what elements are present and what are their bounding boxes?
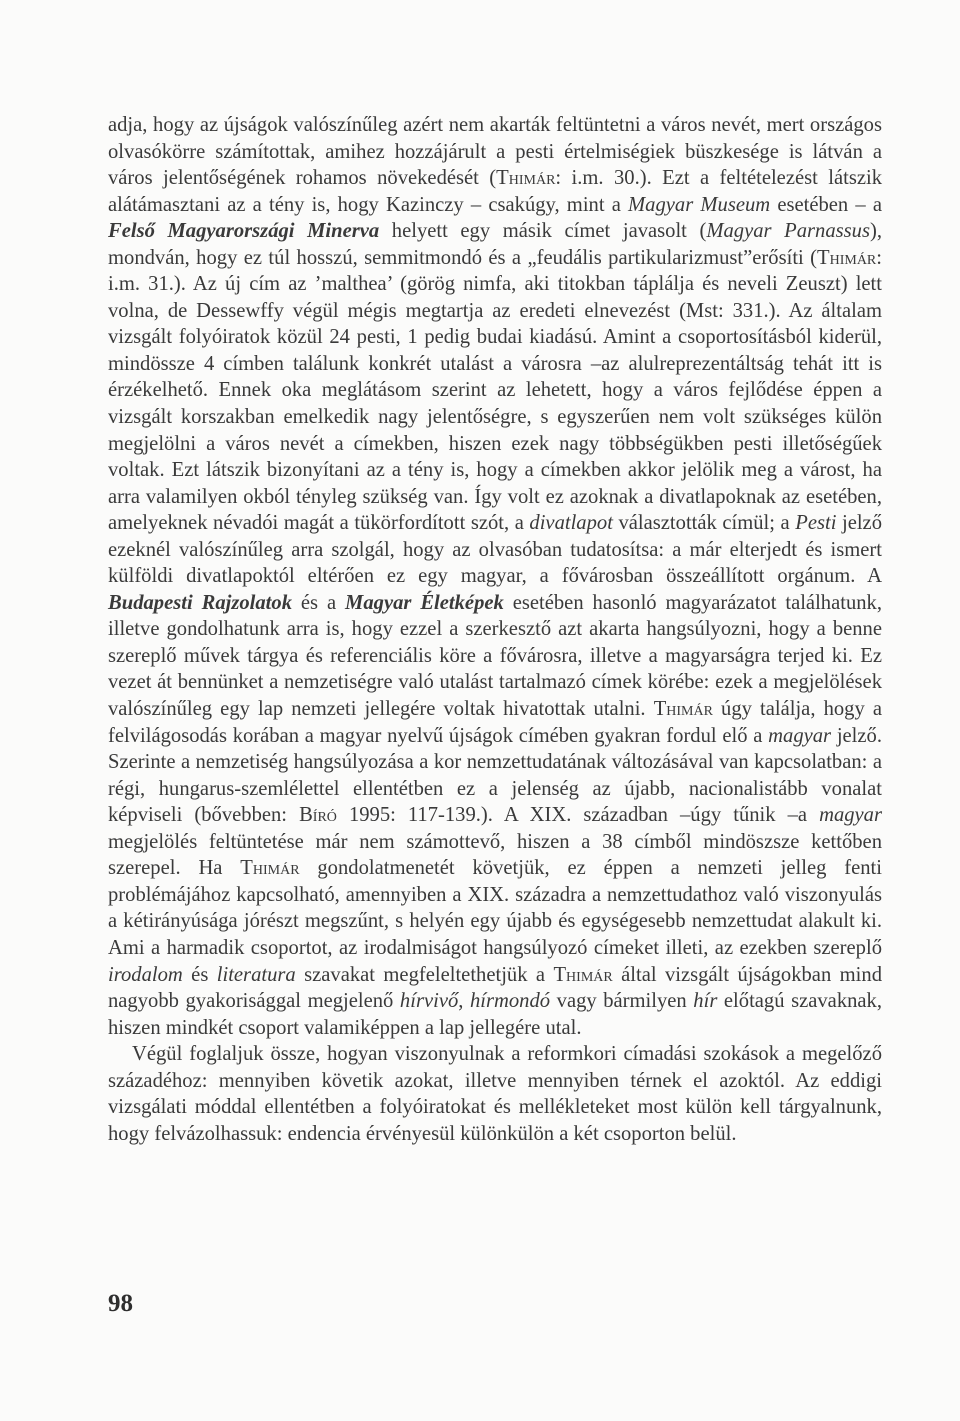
text-run: : i.m. 31.). Az új cím az ’malthea’ (görög nimfa, aki titokban táplálja és neveli Zeuszt) lett volna, de Dessewffy végül mégis megtartja az eredeti elnevezést (Mst: 331.). Az általam vizsgált folyóiratok közül 24 pesti, 1 pedig budai kiadású. Amint a csoportosításból kiderül, mindössze 4 címben találunk konkrét utalást a városra –az alulreprezentáltság tehát itt is érzékelhető. Ennek oka meglátásom szerint az lehetett, hogy a város fejlődése éppen a vizsgált korszakban emelkedik nagy jelentőségre, s egyszerűen nem volt szükséges külön megjelölni a város nevét a címekben, hiszen ezek nagy többségükben pesti illetőségűek voltak. Ezt látszik bizonyítani az a tény is, hogy a címekben akkor jelölik meg a várost, ha arra valamilyen okból tényleg szükség van. Így volt ez azoknak a divatlapoknak az esetében, amelyeknek névadói magát a tükörfordított szót, a [108,246,882,535]
paragraph [108,1041,882,1147]
text-run: : i.m. 30.). Ezt a feltételezést látszik alátámasztani az a tény is, hogy Kazinczy – csakúgy, mint a [108,167,882,216]
text-run: úgy találja, hogy a felvilágosodás korában a magyar nyelvű újságok címében gyakran fordul elő a [108,698,882,747]
text-run: , [458,990,470,1013]
author-name: Thimár [496,167,556,190]
italic-title: magyar [819,804,882,827]
text-run: által vizsgált újságokban mind nagyobb gyakorisággal megjelenő [108,963,882,1013]
bold-italic-title: Magyar Életképek [345,591,504,614]
author-name: Thimár [553,963,613,986]
text-run: adja, hogy az újságok valószínűleg azért nem akarták feltüntetni a város nevét, mert országos olvasókörre számítottak, amihez hozzájárult a pesti értelmiségiek büszkesége is látván a város jelentőségének rohamos növekedését ( [108,114,882,190]
text-run: jelző. Szerinte a nemzetiség hangsúlyozása a kor nemzettudatának változásával van kapcsolatban: a régi, hungarus-szemlélettel ellentétben ez a jelenség az újabb, nacionalistább vonalat képviseli (bővebben: [108,724,882,827]
text-run: 1995: 117-139.). A XIX. században –úgy tűnik –a [336,804,820,827]
text-run: vagy bármilyen [550,990,694,1013]
paragraph [108,112,882,1041]
italic-title: hír [693,990,718,1013]
author-name: Thimár [240,857,300,880]
italic-title: magyar [768,724,832,747]
bold-italic-title: Felső Magyarországi Minerva [108,220,380,243]
text-run: helyett egy másik címet javasolt ( [379,220,707,243]
italic-title: hírvivő [399,990,459,1013]
text-run: gondolatmenetét követjük, ez éppen a nemzeti jelleg fenti problémájához kapcsolható, amennyiben a XIX. századra a nemzettudathoz való viszonyulás a kétirányúsága jórészt megszűnt, s helyén egy újabb és egységesebb nemzettudat alakult ki. Ami a harmadik csoportot, az irodalmiságot hangsúlyozó címeket illeti, az ezekben szereplő [108,857,882,959]
text-run: jelző ezeknél valószínűleg arra szolgál, hogy az olvasóban tudatosítsa: a már elterjedt és ismert külföldi divatlapoktól eltérően ez egy magyar, a fővárosban összeállított orgánum. A [108,512,882,588]
text-run: és [182,963,217,986]
text-run: ), mondván, hogy ez túl hosszú, semmitmondó és a „feudális partikularizmust”erősíti ( [108,220,882,269]
italic-title: irodalom [108,963,183,986]
text-run: Végül foglaljuk össze, hogyan viszonyulnak a reformkori címadási szokások a megelőző századéhoz: mennyiben követik azokat, illetve mennyiben térnek el azoktól. Az eddigi vizsgálati móddal ellentétben a folyóiratokat és mellékleteket most külön kell tárgyalnunk, hogy felvázolhassuk: endencia érvényesül különkülön a két csoporton belül. [108,1043,882,1145]
author-name: Thimár [653,698,713,721]
page-number: 98 [108,1290,133,1317]
text-run: szavakat megfeleltethetjük a [295,963,554,986]
text-run: megjelölés feltüntetése már nem számottevő, hiszen a 38 címből mindöszsze kettőben szerepel. Ha [108,830,882,880]
italic-title: Pesti [795,512,837,535]
text-run: esetében hasonló magyarázatot találhatunk, illetve gondolhatunk arra is, hogy ezzel a szerkesztő azt akarta hangsúlyozni, hogy a benne szereplő művek tárgya és referenciális köre a fővárosra, illetve a magyarságra terjed ki. Ez vezet át bennünket a nemzetiségre való utalást tartalmazó címek körébe: ezek a megjelölések valószínűleg egy lap nemzeti jellegére voltak hivatottak utalni. [108,591,882,721]
italic-title: Magyar Parnassus [706,220,870,243]
document-body [108,112,882,1147]
text-run: esetében – a [770,193,882,216]
text-run: és a [292,591,346,614]
italic-title: divatlapot [529,512,613,535]
italic-title: literatura [216,963,296,986]
author-name: Bíró [299,804,337,827]
author-name: Thimár [817,246,877,269]
italic-title: hírmondó [469,990,551,1013]
bold-italic-title: Budapesti Rajzolatok [108,591,292,614]
italic-title: Magyar Museum [628,193,771,216]
text-run: választották címül; a [612,512,796,535]
text-run: előtagú szavaknak, hiszen mindkét csoport valamiképpen a lap jellegére utal. [108,990,883,1039]
